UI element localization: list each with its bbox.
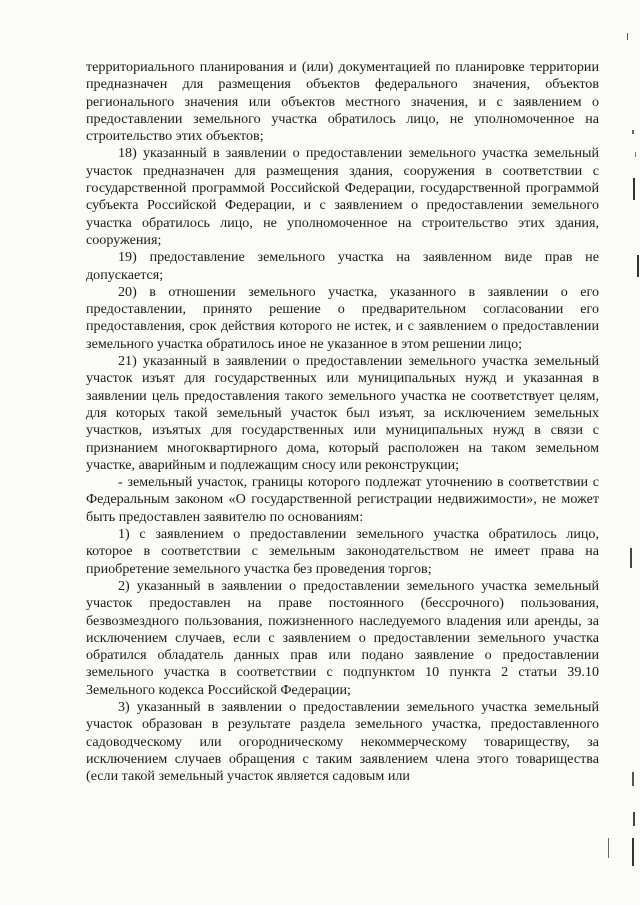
scan-artifact <box>608 838 609 858</box>
scan-artifact <box>633 812 635 826</box>
paragraph-boundary-clarification: - земельный участок, границы которого подлежат уточнению в соответствии с Федеральным законом «О государственной регистрации недвижимости», не может быть предоставлен заявителю по основаниям: <box>86 474 599 525</box>
paragraph-ground-2: 2) указанный в заявлении о предоставлении земельного участка земельный участок предоставлен на праве постоянного (бессрочного) пользования, безвозмездного пользования, пожизненного наследуемого владения или аренды, за исключением случаев, если с заявлением о предоставлении земельного участка обратился обладатель данных прав или подано заявление о предоставлении земельного участка в соответствии с подпунктом 10 пункта 2 статьи 39.10 Земельного кодекса Российской Федерации; <box>86 577 599 698</box>
document-body <box>86 59 599 785</box>
scan-artifact <box>630 548 632 568</box>
scan-artifact <box>637 255 639 277</box>
scan-artifact <box>633 178 635 200</box>
paragraph-item-21: 21) указанный в заявлении о предоставлении земельного участка земельный участок изъят для государственных или муниципальных нужд и указанная в заявлении цель предоставления такого земельного участка не соответствует целям, для которых такой земельный участок был изъят, за исключением земельных участков, изъятых для государственных или муниципальных нужд в связи с признанием многоквартирного дома, который расположен на таком земельном участке, аварийным и подлежащим сносу или реконструкции; <box>86 353 599 473</box>
paragraph-continuation: территориального планирования и (или) документацией по планировке территории предназначен для размещения объектов федерального значения, объектов регионального значения или объектов местного значения, и с заявлением о предоставлении земельного участка обратилось лицо, не уполномоченное на строительство этих объектов; <box>86 59 599 145</box>
paragraph-item-19: 19) предоставление земельного участка на заявленном виде прав не допускается; <box>86 249 599 283</box>
paragraph-item-18: 18) указанный в заявлении о предоставлении земельного участка земельный участок предназначен для размещения здания, сооружения в соответствии с государственной программой Российской Федерации, государственной программой субъекта Российской Федерации, и с заявлением о предоставлении земельного участка обратилось лицо, не уполномоченное на строительство этих здания, сооружения; <box>86 145 599 248</box>
scan-artifact <box>627 33 628 40</box>
paragraph-ground-1: 1) с заявлением о предоставлении земельного участка обратилось лицо, которое в соответствии с земельным законодательством не имеет права на приобретение земельного участка без проведения торгов; <box>86 526 599 577</box>
scan-artifact <box>632 772 634 786</box>
scan-artifact <box>632 130 634 134</box>
scan-artifact <box>632 838 634 866</box>
paragraph-item-20: 20) в отношении земельного участка, указанного в заявлении о его предоставлении, принято решение о предварительном согласовании его предоставления, срок действия которого не истек, и с заявлением о предоставлении земельного участка обратилось иное не указанное в этом решении лицо; <box>86 283 599 352</box>
scan-artifact <box>635 152 636 157</box>
paragraph-ground-3: 3) указанный в заявлении о предоставлении земельного участка земельный участок образован в результате раздела земельного участка, предоставленного садоводческому или огородническому некоммерческому товариществу, за исключением случаев обращения с таким заявлением члена этого товарищества (если такой земельный участок является садовым или <box>86 698 599 785</box>
